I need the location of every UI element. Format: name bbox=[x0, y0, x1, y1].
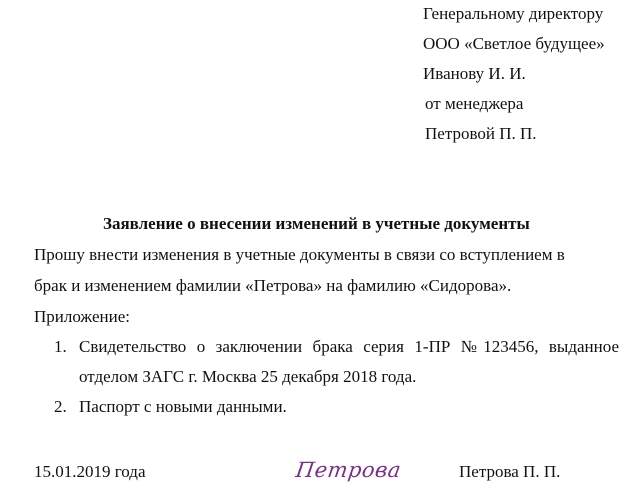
handwritten-signature: Петрова bbox=[294, 458, 403, 482]
body-line-2: брак и изменением фамилии «Петрова» на фамилию «Сидорова». bbox=[34, 276, 512, 295]
document-title: Заявление о внесении изменений в учетные документы bbox=[103, 214, 530, 233]
recipient-line-director: Генеральному директору bbox=[423, 4, 604, 23]
appendix-item-2-number: 2. bbox=[54, 397, 67, 416]
sender-line-name: Петровой П. П. bbox=[425, 124, 537, 143]
sender-line-position: от менеджера bbox=[425, 94, 524, 113]
recipient-line-name: Иванову И. И. bbox=[423, 64, 526, 83]
appendix-item-2-line-1: Паспорт с новыми данными. bbox=[79, 397, 287, 416]
appendix-label: Приложение: bbox=[34, 307, 130, 326]
appendix-item-1-line-1: Свидетельство о заключении брака серия 1-ПР №123456, выданное bbox=[79, 337, 619, 356]
body-line-1: Прошу внести изменения в учетные документы в связи со вступлением в bbox=[34, 245, 565, 264]
recipient-line-company: ООО «Светлое будущее» bbox=[423, 34, 605, 53]
appendix-item-1-number: 1. bbox=[54, 337, 67, 356]
footer-name: Петрова П. П. bbox=[459, 462, 561, 481]
footer-date: 15.01.2019 года bbox=[34, 462, 146, 481]
appendix-item-1-line-2: отделом ЗАГС г. Москва 25 декабря 2018 года. bbox=[79, 367, 417, 386]
